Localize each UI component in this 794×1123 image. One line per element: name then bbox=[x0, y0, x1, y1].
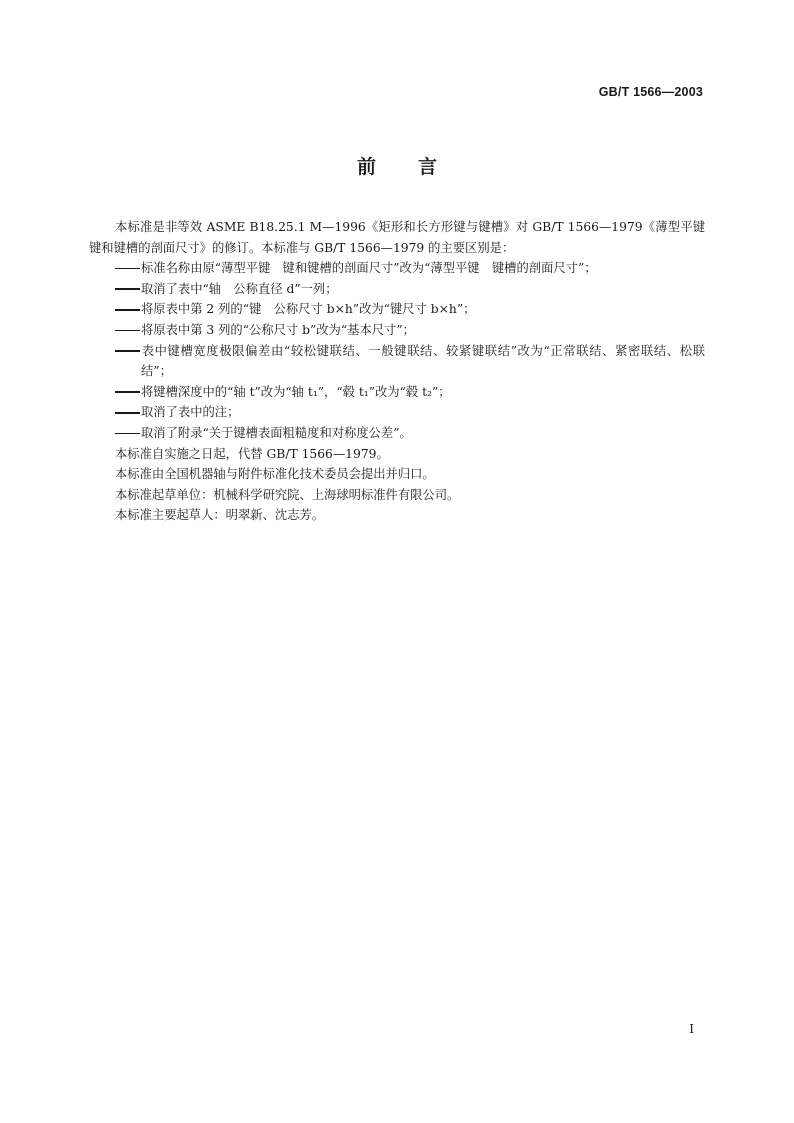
change-item: 取消了表中“轴 公称直径 d”一列； bbox=[89, 279, 705, 300]
change-item: 将原表中第 3 列的“公称尺寸 b”改为“基本尺寸”； bbox=[89, 320, 705, 341]
change-item: 将键槽深度中的“轴 t”改为“轴 t₁”，“毂 t₁”改为“毂 t₂”； bbox=[89, 382, 705, 403]
document-body bbox=[89, 217, 718, 526]
change-item: 将原表中第 2 列的“键 公称尺寸 b×h”改为“键尺寸 b×h”； bbox=[89, 299, 705, 320]
dash-mark bbox=[115, 330, 140, 332]
replacement-paragraph: 本标准自实施之日起，代替 GB/T 1566—1979。 bbox=[115, 446, 389, 461]
dash-mark bbox=[115, 309, 140, 311]
change-item: 表中键槽宽度极限偏差由“较松键联结、一般键联结、较紧键联结”改为“正常联结、紧密联结、松联结”； bbox=[89, 341, 705, 382]
change-item: 取消了附录“关于键槽表面粗糙度和对称度公差”。 bbox=[89, 423, 705, 444]
change-item: 标准名称由原“薄型平键 键和键槽的剖面尺寸”改为“薄型平键 键槽的剖面尺寸”； bbox=[89, 258, 705, 279]
dash-mark bbox=[115, 433, 140, 435]
dash-mark bbox=[115, 412, 140, 414]
proposer-paragraph: 本标准由全国机器轴与附件标准化技术委员会提出并归口。 bbox=[115, 467, 435, 482]
change-item: 取消了表中的注； bbox=[89, 402, 705, 423]
dash-mark bbox=[115, 350, 140, 352]
drafting-units-paragraph: 本标准起草单位：机械科学研究院、上海球明标准件有限公司。 bbox=[115, 487, 460, 502]
dash-mark bbox=[115, 268, 140, 270]
intro-paragraph: 本标准是非等效 ASME B18.25.1 M—1996《矩形和长方形键与键槽》对 GB/T 1566—1979《薄型平键 键和键槽的剖面尺寸》的修订。本标准与 GB/T 1566—1979 的主要区别是： bbox=[89, 220, 718, 255]
page-title: 前言 bbox=[356, 156, 479, 178]
dash-mark bbox=[115, 288, 140, 290]
standard-number: GB/T 1566—2003 bbox=[598, 85, 703, 99]
dash-mark bbox=[115, 391, 140, 393]
drafters-paragraph: 本标准主要起草人：明翠新、沈志芳。 bbox=[115, 508, 325, 523]
page-number: I bbox=[689, 1022, 694, 1036]
